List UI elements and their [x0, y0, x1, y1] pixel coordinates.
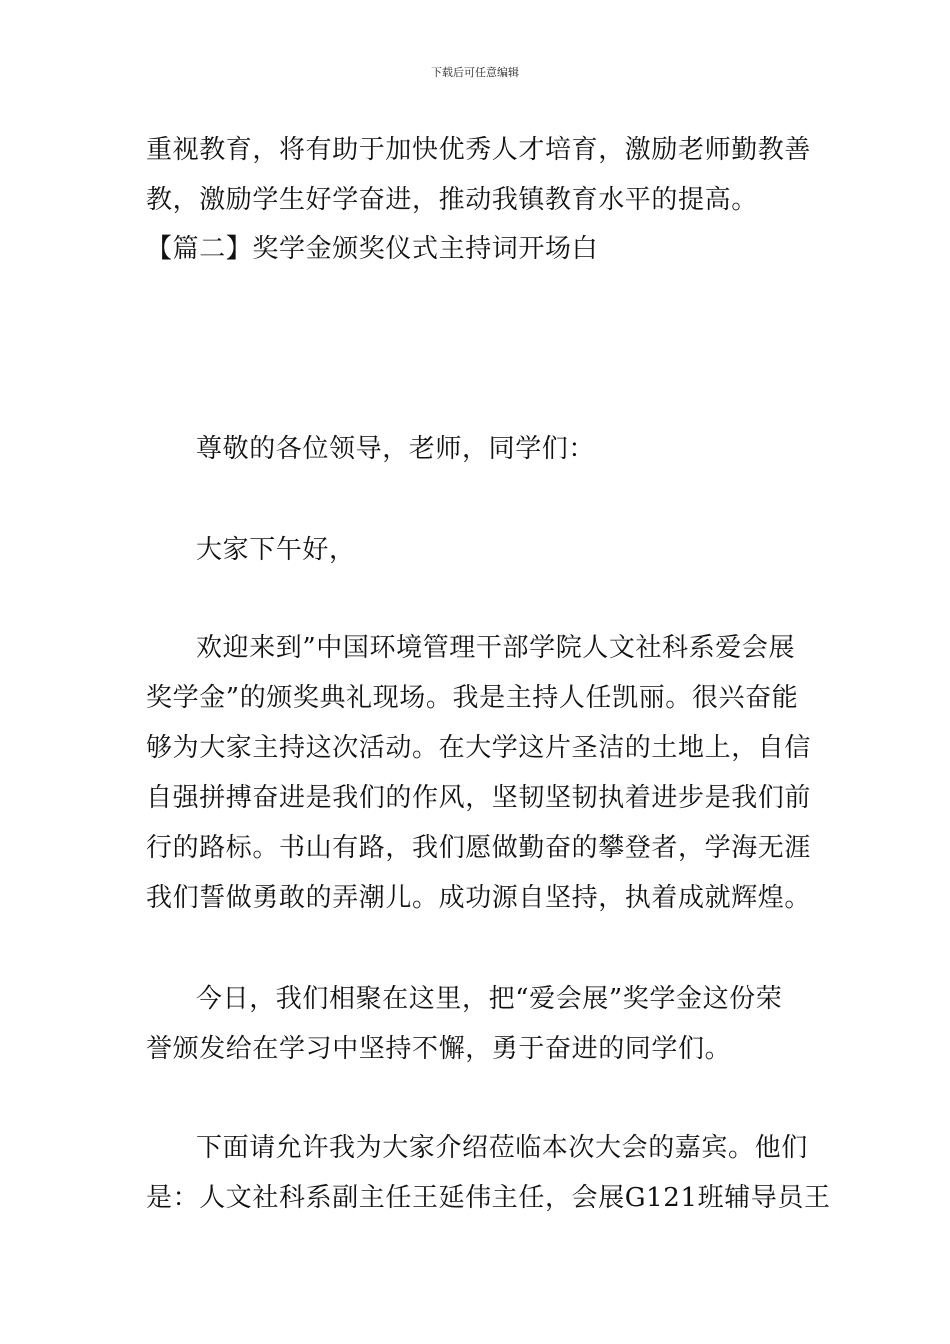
section-heading: 【篇二】奖学金颁奖仪式主持词开场白	[146, 234, 599, 264]
paragraph-line: 今日，我们相聚在这里，把“爱会展”奖学金这份荣	[196, 984, 783, 1014]
paragraph-line: 重视教育，将有助于加快优秀人才培育，激励老师勤教善	[146, 135, 812, 165]
paragraph-line: 够为大家主持这次活动。在大学这片圣洁的土地上，自信	[146, 733, 812, 763]
paragraph-line: 奖学金”的颁奖典礼现场。我是主持人任凯丽。很兴奋能	[146, 683, 799, 713]
greeting: 大家下午好，	[196, 535, 356, 565]
salutation: 尊敬的各位领导，老师，同学们：	[196, 434, 596, 464]
paragraph-line: 行的路标。书山有路，我们愿做勤奋的攀登者，学海无涯	[146, 833, 812, 863]
page-header: 下载后可任意编辑	[431, 66, 519, 79]
paragraph-line: 誉颁发给在学习中坚持不懈，勇于奋进的同学们。	[146, 1034, 732, 1064]
paragraph-line: 教，激励学生好学奋进，推动我镇教育水平的提高。	[146, 185, 758, 215]
paragraph-line: 自强拼搏奋进是我们的作风，坚韧坚韧执着进步是我们前	[146, 783, 812, 813]
paragraph-line: 下面请允许我为大家介绍莅临本次大会的嘉宾。他们	[196, 1133, 808, 1163]
paragraph-line: 欢迎来到”中国环境管理干部学院人文社科系爱会展	[196, 633, 796, 663]
paragraph-line: 是：人文社科系副主任王延伟主任，会展G121班辅导员王	[146, 1183, 831, 1213]
paragraph-line: 我们誓做勇敢的弄潮儿。成功源自坚持，执着成就辉煌。	[146, 883, 812, 913]
